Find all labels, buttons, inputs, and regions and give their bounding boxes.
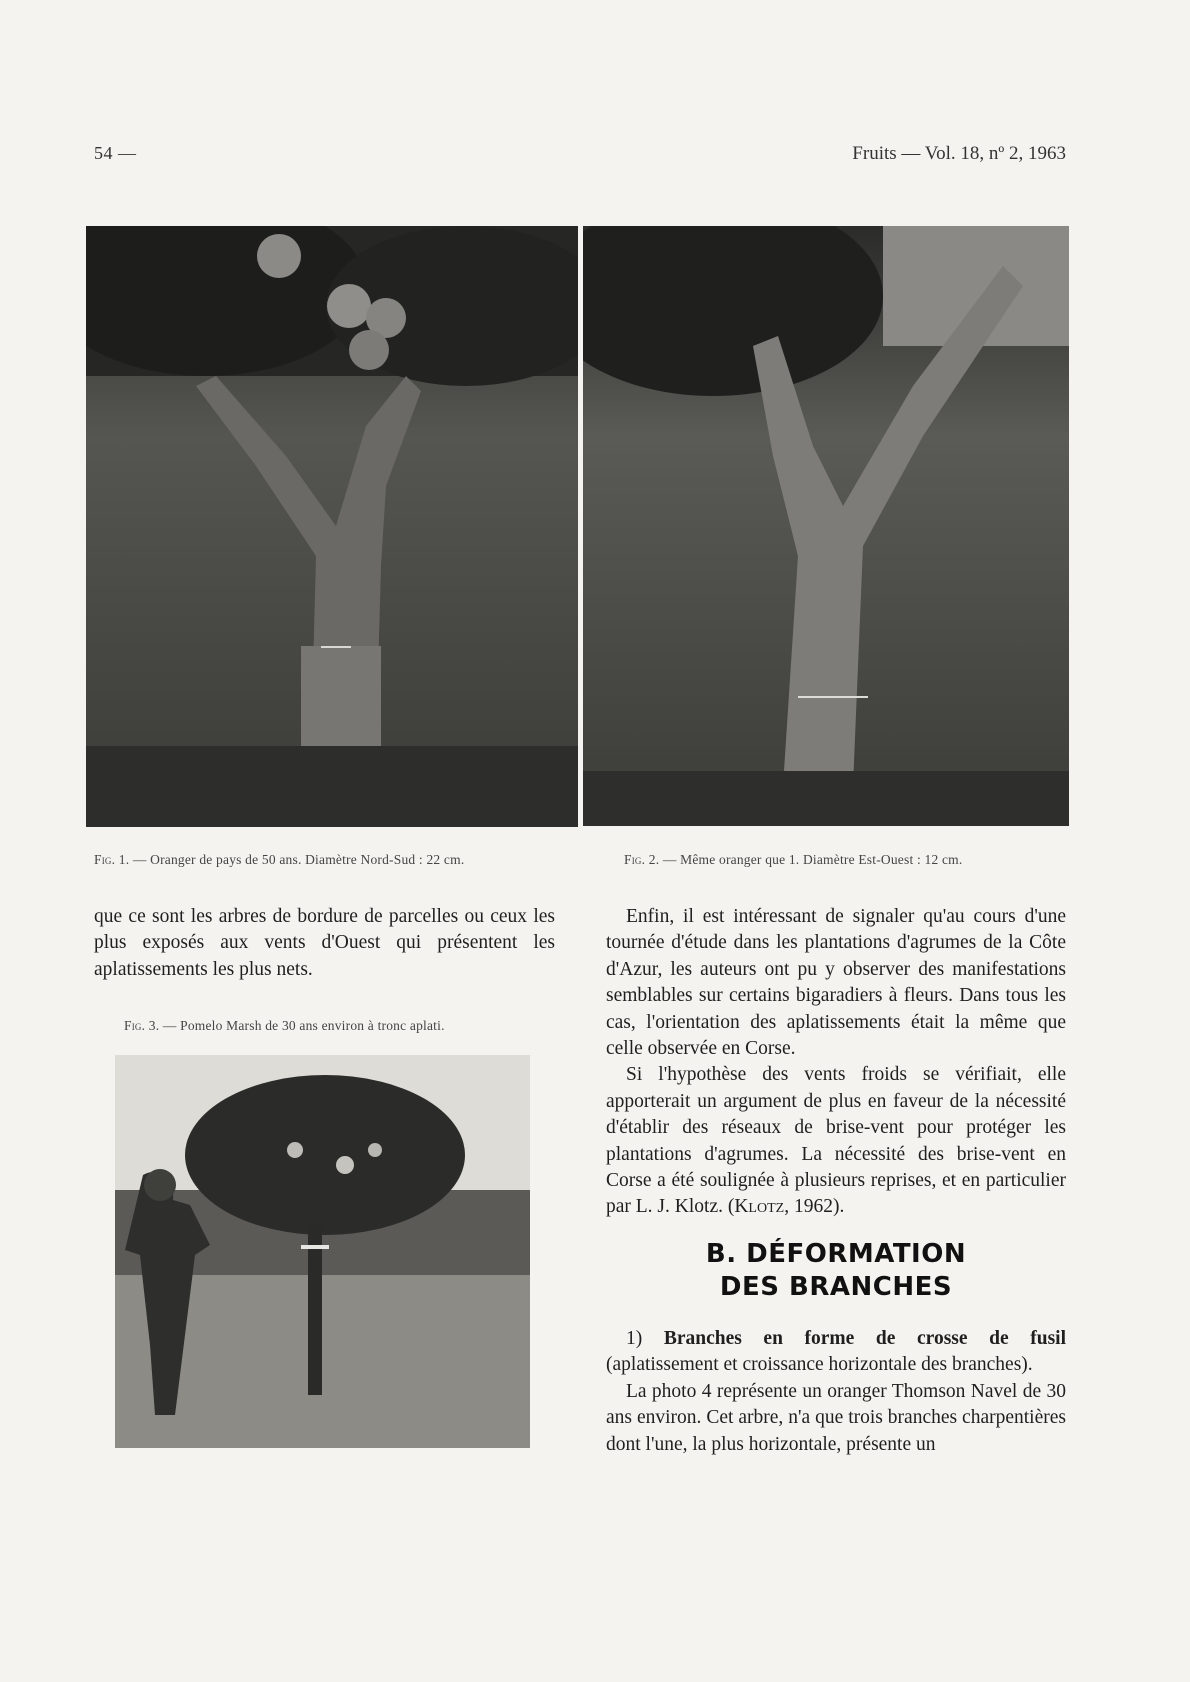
citation-author: Klotz <box>734 1196 785 1218</box>
figure-3-caption-text: — Pomelo Marsh de 30 ans environ à tronc aplati. <box>159 1018 445 1033</box>
left-column-text <box>94 904 555 983</box>
subsection-note: (aplatissement et croissance horizontale des branches). <box>606 1354 1033 1376</box>
figure-1-caption <box>94 852 464 868</box>
subsection-number: 1) <box>626 1328 664 1349</box>
right-paragraph-2 <box>606 1062 1066 1220</box>
subsection-paragraph <box>606 1326 1066 1379</box>
section-heading-line-1: B. DÉFORMATION <box>705 1239 967 1269</box>
citation-year: , 1962). <box>784 1196 845 1218</box>
figure-3-caption <box>124 1018 445 1034</box>
subsection-text <box>606 1326 1066 1458</box>
subsection-title: Branches en forme de crosse de fusil <box>663 1328 1066 1349</box>
running-head: Fruits — Vol. 18, nº 2, 1963 <box>852 143 1066 164</box>
right-paragraph-2-main: Si l'hypothèse des vents froids se vérifiait, elle apporterait un argument de plus en faveur de la nécessité d'établir des réseaux de brise-vent pour protéger les plantations d'agrumes. La nécessité des brise-vent en Corse a été soulignée à plusieurs reprises, et en particulier par L. J. Klotz. ( <box>606 1064 1066 1218</box>
figure-2-label: Fig. 2. <box>624 852 660 867</box>
figure-1-label: Fig. 1. <box>94 852 130 867</box>
figure-3-label: Fig. 3. <box>124 1018 160 1033</box>
left-paragraph: que ce sont les arbres de bordure de parcelles ou ceux les plus exposés aux vents d'Ouest qui présentent les aplatissements les plus nets. <box>94 906 555 980</box>
figure-2-caption-text: — Même oranger que 1. Diamètre Est-Ouest : 12 cm. <box>659 852 963 867</box>
figure-2-photo <box>583 226 1069 826</box>
right-paragraph-3: La photo 4 représente un oranger Thomson Navel de 30 ans environ. Cet arbre, n'a que trois branches charpentières dont l'une, la plus horizontale, présente un <box>606 1380 1066 1455</box>
page-number: 54 — <box>94 143 137 163</box>
section-heading-line-2: DES BRANCHES <box>719 1272 953 1302</box>
right-paragraph-1: Enfin, il est intéressant de signaler qu'au cours d'une tournée d'étude dans les plantations d'agrumes de la Côte d'Azur, les auteurs ont pu y observer des manifestations semblables sur certains bigaradiers à fleurs. Dans tous les cas, l'orientation des aplatissements était la même que celle observée en Corse. <box>606 906 1066 1060</box>
figure-3-photo <box>115 1055 530 1448</box>
figure-1-caption-text: — Oranger de pays de 50 ans. Diamètre Nord-Sud : 22 cm. <box>129 852 465 867</box>
figure-2-caption <box>624 852 962 868</box>
section-heading <box>606 1238 1066 1304</box>
right-column-text <box>606 904 1066 1221</box>
figure-1-photo <box>86 226 578 827</box>
